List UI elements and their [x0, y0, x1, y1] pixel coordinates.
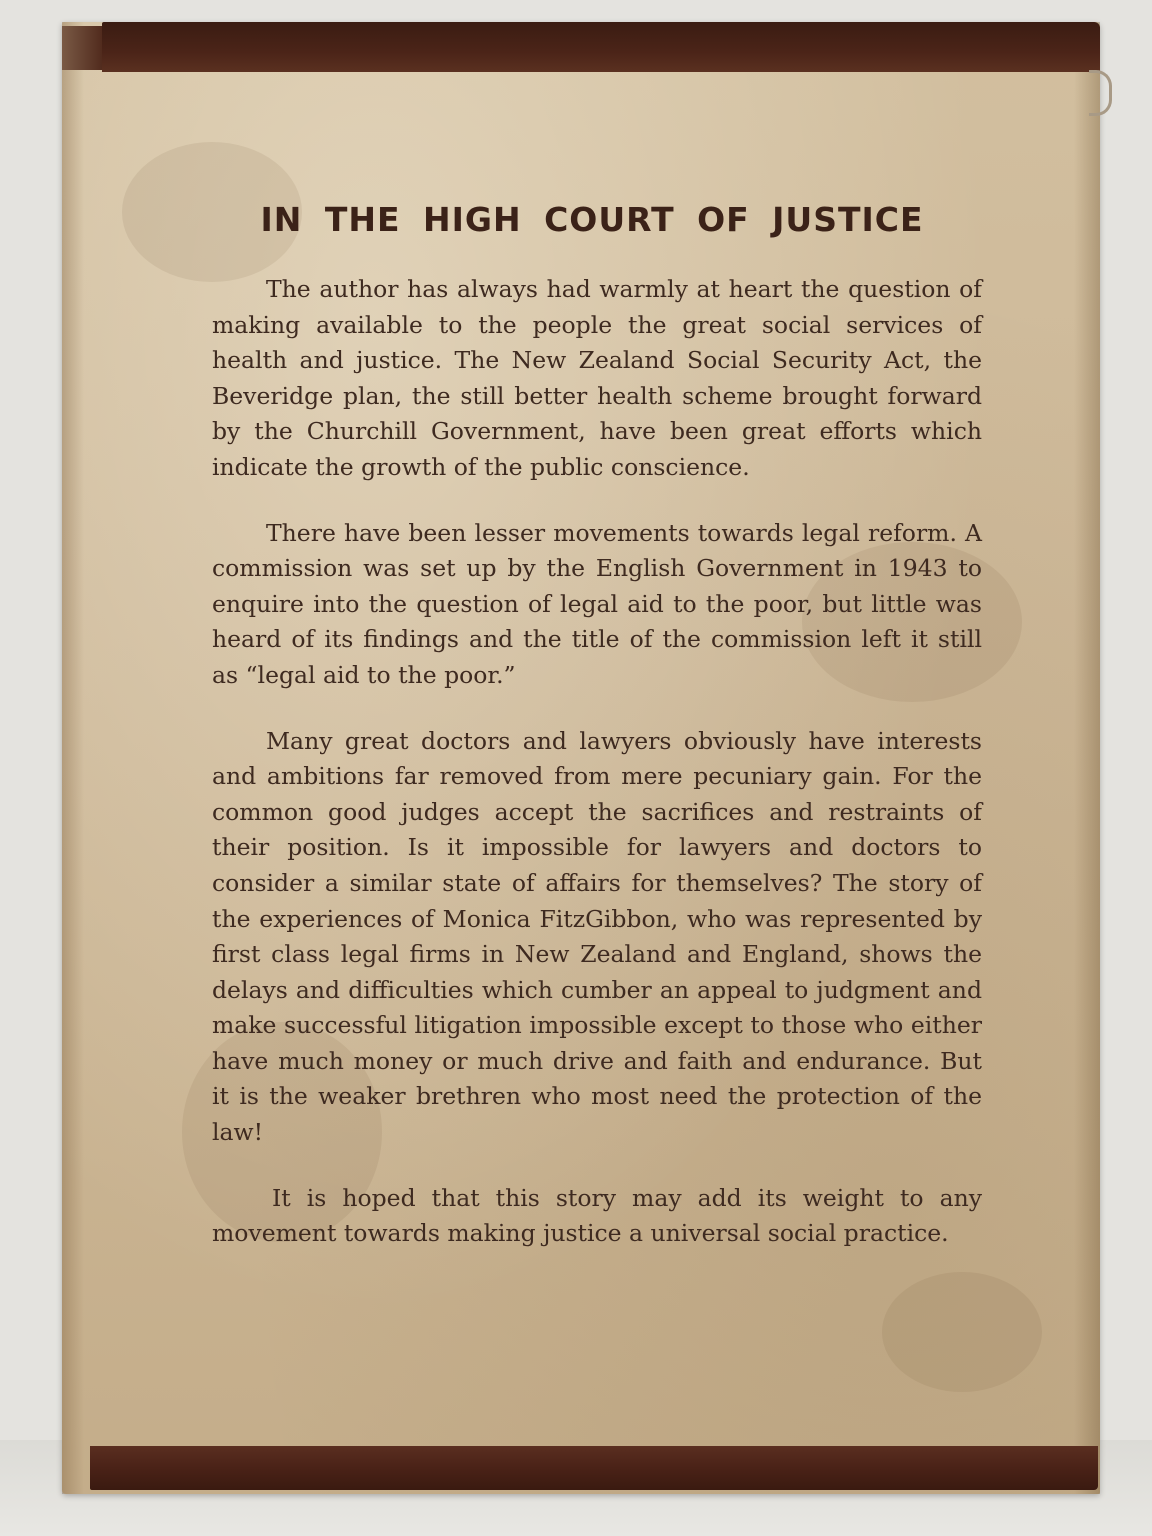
jacket-right-edge: [1074, 22, 1100, 1494]
jacket-left-edge: [62, 22, 84, 1494]
paragraph: There have been lesser movements towards legal reform. A commission was set up by the English Government in 1943 to enquire into the question of legal aid to the poor, but little was heard of its findings and the title of the commission left it still as “legal aid to the poor.”: [212, 518, 982, 689]
bottom-band: [90, 1446, 1098, 1490]
torn-corner: [1089, 70, 1112, 116]
blurb-text: [212, 272, 982, 1282]
top-band: [102, 22, 1100, 72]
paragraph: The author has always had warmly at heart the question of making available to the people the great social services of health and justice. The New Zealand Social Security Act, the Beveridge plan, the still better health scheme brought forward by the Churchill Government, have been great efforts which indicate the growth of the public conscience.: [212, 275, 982, 481]
paragraph: Many great doctors and lawyers obviously have interests and ambitions far removed from mere pecuniary gain. For the common good judges accept the sacrifices and restraints of their position. Is it impossible for lawyers and doctors to consider a similar state of affairs for themselves? The story of the experiences of Monica FitzGibbon, who was represented by first class legal firms in New Zealand and England, shows the delays and difficulties which cumber an appeal to judgment and make successful litigation impossible except to those who either have much money or much drive and faith and endurance. But it is the weaker brethren who most need the protection of the law!: [212, 726, 982, 1147]
age-stain: [882, 1272, 1042, 1392]
book-dust-jacket-back: [62, 22, 1100, 1494]
page-title: IN THE HIGH COURT OF JUSTICE: [260, 200, 924, 239]
paragraph: It is hoped that this story may add its weight to any movement towards making justice a universal social practice.: [212, 1183, 982, 1248]
